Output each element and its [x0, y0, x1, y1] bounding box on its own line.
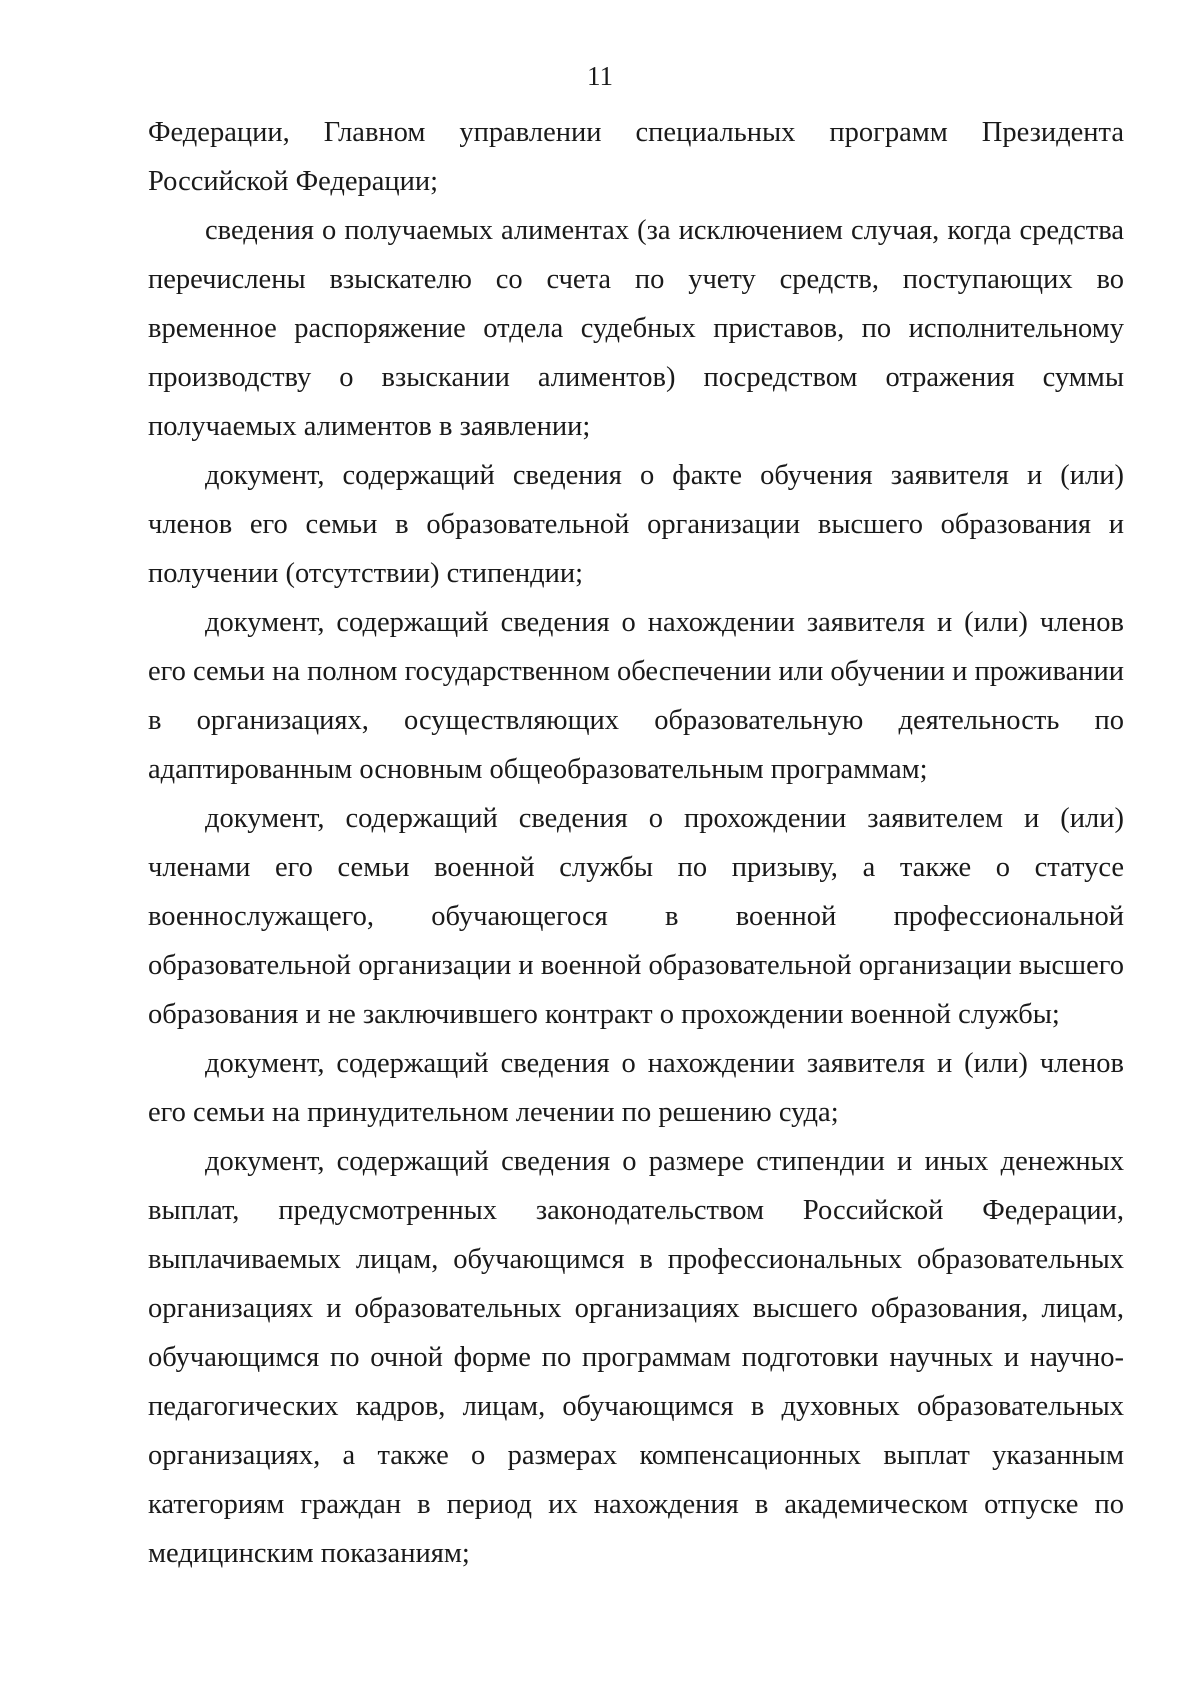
paragraph-continuation: Федерации, Главном управлении специальных программ Президента Российской Федерации;	[148, 117, 1124, 197]
document-body	[148, 108, 1124, 1578]
paragraph-military-service: документ, содержащий сведения о прохождении заявителем и (или) членами его семьи военной службы по призыву, а также о статусе военнослужащего, обучающегося в военной профессиональной образовательной организации и военной образовательной организации высшего образования и не заключившего контракт о прохождении военной службы;	[148, 803, 1124, 1030]
paragraph-higher-education-study: документ, содержащий сведения о факте обучения заявителя и (или) членов его семьи в образовательной организации высшего образования и получении (отсутствии) стипендии;	[148, 460, 1124, 589]
paragraph-compulsory-treatment: документ, содержащий сведения о нахождении заявителя и (или) членов его семьи на принудительном лечении по решению суда;	[148, 1048, 1124, 1128]
paragraph-stipend-amount: документ, содержащий сведения о размере стипендии и иных денежных выплат, предусмотренных законодательством Российской Федерации, выплачиваемых лицам, обучающимся в профессиональных образовательных организациях и образовательных организациях высшего образования, лицам, обучающимся по очной форме по программам подготовки научных и научно-педагогических кадров, лицам, обучающимся в духовных образовательных организациях, а также о размерах компенсационных выплат указанным категориям граждан в период их нахождения в академическом отпуске по медицинским показаниям;	[148, 1146, 1124, 1569]
page-number: 11	[587, 61, 613, 91]
paragraph-state-support: документ, содержащий сведения о нахождении заявителя и (или) членов его семьи на полном государственном обеспечении или обучении и проживании в организациях, осуществляющих образовательную деятельность по адаптированным основным общеобразовательным программам;	[148, 607, 1124, 785]
paragraph-alimony-info: сведения о получаемых алиментах (за исключением случая, когда средства перечислены взыскателю со счета по учету средств, поступающих во временное распоряжение отдела судебных приставов, по исполнительному производству о взыскании алиментов) посредством отражения суммы получаемых алиментов в заявлении;	[148, 215, 1124, 442]
